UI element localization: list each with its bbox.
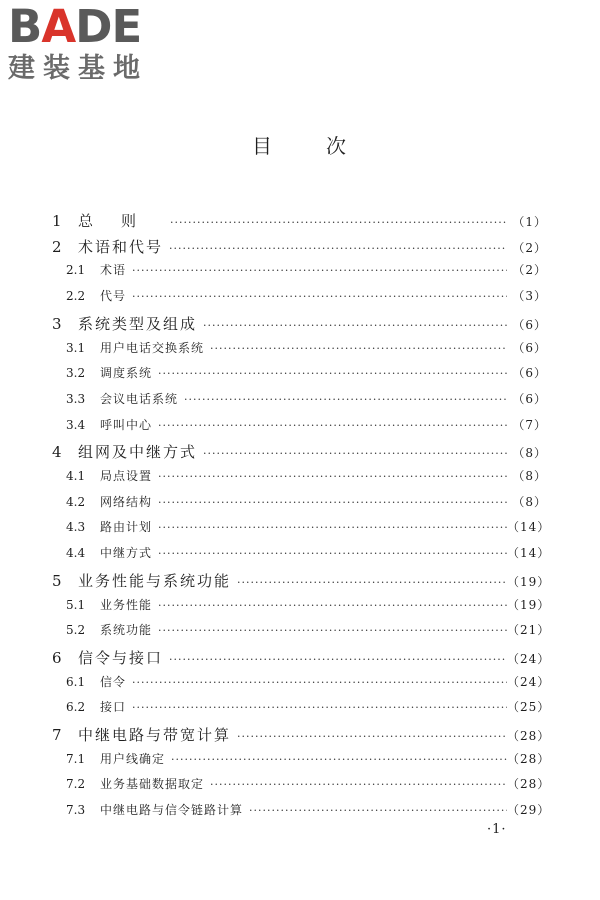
- toc-section-entry[interactable]: [52, 287, 547, 307]
- toc-entry-number: 2.2: [66, 289, 86, 304]
- toc-section-entry[interactable]: [52, 364, 547, 384]
- toc-entry-title: 组网及中继方式: [78, 443, 198, 462]
- toc-leader-dots: [249, 804, 507, 817]
- toc-entry-title: 总则: [78, 212, 165, 230]
- toc-chapter-entry[interactable]: [52, 313, 547, 333]
- toc-section-entry[interactable]: [52, 339, 547, 359]
- toc-section-entry[interactable]: [52, 416, 547, 436]
- toc-entry-page: （24）: [507, 651, 551, 666]
- toc-entry-title: 调度系统: [100, 366, 153, 381]
- toc-entry-title: 系统功能: [100, 623, 153, 638]
- toc-entry-title: 业务性能与系统功能: [78, 571, 232, 590]
- toc-entry-number: 7.1: [66, 751, 86, 766]
- toc-leader-dots: [210, 778, 507, 791]
- toc-entry-page: （14）: [507, 520, 551, 535]
- toc-entry-page: （1）: [512, 215, 547, 229]
- toc-entry-page: （14）: [507, 546, 551, 561]
- toc-leader-dots: [158, 419, 507, 432]
- toc-entry-number: 2: [52, 237, 62, 256]
- toc-entry-number: 3: [52, 314, 62, 333]
- toc-section-entry[interactable]: [52, 518, 551, 538]
- toc-entry-title: 网络结构: [100, 494, 153, 509]
- toc-entry-title: 路由计划: [100, 520, 153, 535]
- toc-leader-dots: [158, 599, 507, 612]
- toc-entry-page: （19）: [507, 574, 551, 589]
- toc-leader-dots: [158, 367, 507, 380]
- toc-section-entry[interactable]: [52, 673, 551, 693]
- toc-chapter-entry[interactable]: [52, 724, 551, 744]
- toc-entry-number: 4.2: [66, 494, 86, 509]
- toc-entry-title: 呼叫中心: [100, 417, 153, 432]
- toc-entry-title: 用户电话交换系统: [100, 340, 205, 355]
- toc-section-entry[interactable]: [52, 596, 551, 616]
- toc-section-entry[interactable]: [52, 698, 551, 718]
- toc-entry-title: 业务基础数据取定: [100, 777, 205, 792]
- toc-entry-number: 4.3: [66, 520, 86, 535]
- toc-section-entry[interactable]: [52, 775, 551, 795]
- toc-entry-number: 3.3: [66, 391, 86, 406]
- toc-entry-title: 信令与接口: [78, 648, 164, 667]
- toc-title: 目次: [252, 134, 400, 158]
- toc-entry-page: （21）: [507, 623, 551, 638]
- toc-entry-page: （29）: [507, 803, 551, 818]
- toc-entry-title: 会议电话系统: [100, 391, 179, 406]
- toc-entry-number: 5.1: [66, 597, 86, 612]
- logo-wordmark: [8, 0, 142, 53]
- toc-entry-number: 4.4: [66, 546, 86, 561]
- toc-entry-number: 6.2: [66, 700, 86, 715]
- toc-leader-dots: [169, 653, 507, 666]
- toc-entry-page: （19）: [507, 597, 551, 612]
- toc-entry-number: 2.1: [66, 263, 86, 278]
- toc-entry-title: 术语和代号: [78, 237, 164, 256]
- toc-entry-page: （6）: [512, 391, 547, 406]
- toc-leader-dots: [132, 290, 507, 303]
- toc-entry-title: 接口: [100, 700, 127, 715]
- toc-entry-page: （6）: [512, 366, 547, 381]
- toc-leader-dots: [203, 447, 507, 460]
- toc-chapter-entry[interactable]: [52, 441, 547, 461]
- toc-entry-page: （24）: [507, 674, 551, 689]
- toc-leader-dots: [158, 521, 507, 534]
- page-number: ·1·: [487, 822, 507, 837]
- toc-leader-dots: [132, 264, 507, 277]
- toc-leader-dots: [158, 496, 507, 509]
- toc-chapter-entry[interactable]: [52, 210, 547, 230]
- logo: [8, 0, 176, 84]
- toc-leader-dots: [170, 216, 507, 229]
- toc-entry-title: 用户线确定: [100, 751, 166, 766]
- toc-entry-page: （28）: [507, 751, 551, 766]
- toc-leader-dots: [158, 547, 507, 560]
- toc-entry-page: （28）: [507, 777, 551, 792]
- toc-entry-page: （2）: [512, 240, 547, 255]
- toc-leader-dots: [169, 242, 507, 255]
- toc-leader-dots: [237, 730, 507, 743]
- toc-entry-number: 6: [52, 648, 62, 667]
- toc-section-entry[interactable]: [52, 390, 547, 410]
- toc-leader-dots: [132, 701, 507, 714]
- toc-entry-page: （8）: [512, 494, 547, 509]
- logo-letters-de: DE: [75, 0, 142, 53]
- toc-entry-title: 系统类型及组成: [78, 314, 198, 333]
- toc-entry-title: 信令: [100, 674, 127, 689]
- toc-section-entry[interactable]: [52, 801, 551, 821]
- toc-entry-page: （2）: [512, 263, 547, 278]
- toc-leader-dots: [237, 576, 507, 589]
- toc-leader-dots: [184, 393, 507, 406]
- toc-section-entry[interactable]: [52, 750, 551, 770]
- toc-entry-number: 5.2: [66, 623, 86, 638]
- toc-entry-number: 7.3: [66, 803, 86, 818]
- toc-entry-number: 3.2: [66, 366, 86, 381]
- logo-letter-a: A: [41, 0, 76, 53]
- toc-section-entry[interactable]: [52, 493, 547, 513]
- toc-entry-page: （8）: [512, 446, 547, 461]
- toc-entry-number: 4.1: [66, 469, 86, 483]
- toc-entry-number: 1: [52, 212, 62, 230]
- toc-entry-title: 中继方式: [100, 546, 153, 561]
- logo-subtitle: 建装基地: [8, 53, 148, 84]
- logo-letter-b: B: [8, 0, 42, 53]
- toc-leader-dots: [158, 470, 507, 483]
- toc-entry-number: 5: [52, 571, 62, 590]
- toc-entry-number: 6.1: [66, 674, 86, 689]
- toc-entry-number: 4: [52, 443, 62, 462]
- toc-entry-title: 代号: [100, 289, 127, 304]
- toc-leader-dots: [158, 624, 507, 637]
- toc-entry-page: （3）: [512, 289, 547, 304]
- toc-entry-title: 业务性能: [100, 597, 153, 612]
- toc-section-entry[interactable]: [52, 261, 547, 281]
- toc-section-entry[interactable]: [52, 621, 551, 641]
- toc-entry-number: 3.4: [66, 417, 86, 432]
- toc-entry-page: （8）: [512, 469, 547, 483]
- toc-entry-page: （7）: [512, 417, 547, 432]
- toc-entry-title: 中继电路与信令链路计算: [100, 803, 244, 818]
- toc-section-entry[interactable]: [52, 544, 551, 564]
- toc-entry-title: 局点设置: [100, 469, 153, 483]
- toc-entry-page: （28）: [507, 729, 551, 743]
- toc-entry-number: 7.2: [66, 777, 86, 792]
- toc-chapter-entry[interactable]: [52, 647, 551, 667]
- toc-leader-dots: [132, 676, 507, 689]
- toc-entry-number: 3.1: [66, 340, 86, 355]
- toc-leader-dots: [203, 319, 507, 332]
- toc-entry-page: （6）: [512, 340, 547, 355]
- toc-leader-dots: [171, 753, 507, 766]
- toc-entry-number: 7: [52, 726, 62, 744]
- toc-chapter-entry[interactable]: [52, 236, 547, 256]
- toc-entry-page: （6）: [512, 317, 547, 332]
- toc-entry-title: 术语: [100, 263, 127, 278]
- toc-leader-dots: [210, 342, 507, 355]
- toc-section-entry[interactable]: [52, 467, 547, 487]
- toc-chapter-entry[interactable]: [52, 570, 551, 590]
- toc-entry-page: （25）: [507, 700, 551, 715]
- toc-entry-title: 中继电路与带宽计算: [78, 726, 232, 744]
